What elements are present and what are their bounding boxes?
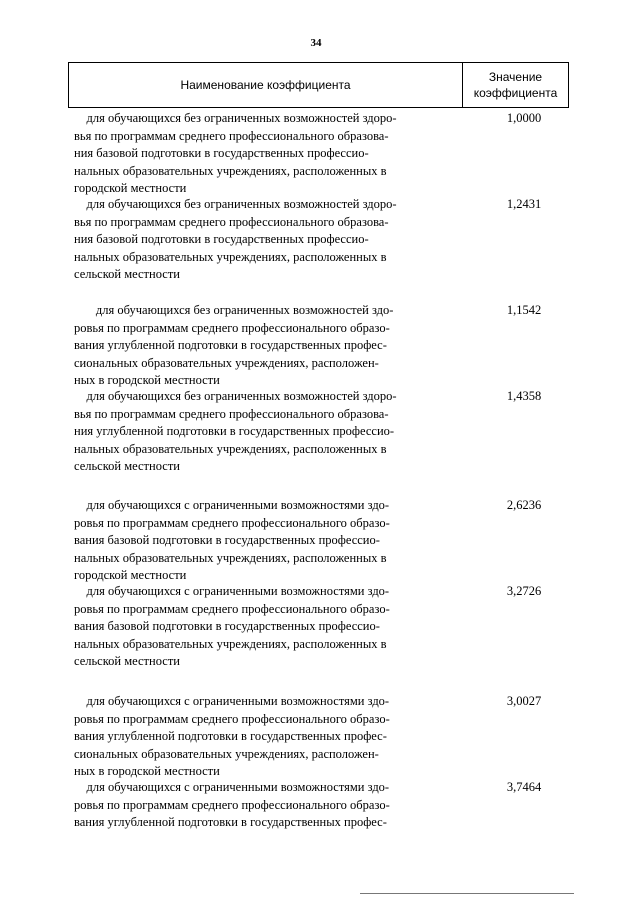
- description-line: вания углубленной подготовки в государственных профес-: [74, 729, 387, 744]
- description-line: сиональных образовательных учреждениях, расположен-: [74, 746, 379, 761]
- coefficient-description: [74, 497, 460, 585]
- description-line: вания базовой подготовки в государственных профессио-: [74, 533, 380, 548]
- description-line: ния базовой подготовки в государственных профессио-: [74, 232, 369, 247]
- description-line: ных в городской местности: [74, 373, 220, 388]
- description-line: ровья по программам среднего профессионального образо-: [74, 601, 390, 616]
- coefficient-description: [74, 693, 460, 781]
- column-header-value: [463, 63, 568, 107]
- description-line: для обучающихся без ограниченных возможностей здо-: [74, 303, 394, 317]
- description-line: городской местности: [74, 568, 187, 583]
- description-line: вья по программам среднего профессионального образова-: [74, 128, 389, 143]
- footer-divider: [360, 893, 574, 894]
- description-line: вья по программам среднего профессионального образова-: [74, 406, 389, 421]
- coefficient-description: [74, 110, 460, 198]
- description-line: ровья по программам среднего профессионального образо-: [74, 797, 390, 812]
- description-line: вья по программам среднего профессионального образова-: [74, 214, 389, 229]
- column-header-value-line2: коэффициента: [473, 86, 558, 100]
- coefficient-value: 1,2431: [506, 197, 542, 211]
- description-line: для обучающихся без ограниченных возможностей здоро-: [74, 111, 397, 125]
- coefficient-value: 1,0000: [506, 111, 542, 125]
- description-line: ровья по программам среднего профессионального образо-: [74, 515, 390, 530]
- description-line: сиональных образовательных учреждениях, расположен-: [74, 355, 379, 370]
- coefficient-value: 1,1542: [506, 303, 542, 317]
- description-line: ровья по программам среднего профессионального образо-: [74, 711, 390, 726]
- description-line: городской местности: [74, 181, 187, 196]
- table-header: [68, 62, 569, 108]
- page-number: 34: [310, 37, 322, 49]
- description-line: сельской местности: [74, 459, 180, 474]
- coefficient-value: 2,6236: [506, 498, 542, 512]
- coefficient-description: [74, 302, 460, 390]
- description-line: вания углубленной подготовки в государственных профес-: [74, 815, 387, 830]
- description-line: для обучающихся с ограниченными возможностями здо-: [74, 694, 390, 708]
- description-line: ных в городской местности: [74, 764, 220, 779]
- description-line: нальных образовательных учреждениях, расположенных в: [74, 636, 387, 651]
- coefficient-value: 3,7464: [506, 780, 542, 794]
- column-header-name: Наименование коэффициента: [69, 63, 463, 107]
- column-header-value-line1: Значение: [488, 70, 543, 84]
- description-line: нальных образовательных учреждениях, расположенных в: [74, 249, 387, 264]
- description-line: нальных образовательных учреждениях, расположенных в: [74, 550, 387, 565]
- description-line: для обучающихся с ограниченными возможностями здо-: [74, 498, 390, 512]
- description-line: для обучающихся без ограниченных возможностей здоро-: [74, 389, 397, 403]
- description-line: сельской местности: [74, 654, 180, 669]
- description-line: для обучающихся с ограниченными возможностями здо-: [74, 584, 390, 598]
- description-line: ния углубленной подготовки в государственных профессио-: [74, 424, 395, 439]
- coefficient-description: [74, 583, 460, 671]
- coefficient-description: [74, 196, 460, 284]
- description-line: вания углубленной подготовки в государственных профес-: [74, 338, 387, 353]
- description-line: нальных образовательных учреждениях, расположенных в: [74, 441, 387, 456]
- coefficient-description: [74, 779, 460, 832]
- description-line: ния базовой подготовки в государственных профессио-: [74, 146, 369, 161]
- description-line: ровья по программам среднего профессионального образо-: [74, 320, 390, 335]
- coefficient-value: 3,2726: [506, 584, 542, 598]
- description-line: вания базовой подготовки в государственных профессио-: [74, 619, 380, 634]
- coefficient-value: 3,0027: [506, 694, 542, 708]
- coefficient-value: 1,4358: [506, 389, 542, 403]
- coefficient-description: [74, 388, 460, 476]
- description-line: для обучающихся без ограниченных возможностей здоро-: [74, 197, 397, 211]
- description-line: сельской местности: [74, 267, 180, 282]
- description-line: нальных образовательных учреждениях, расположенных в: [74, 163, 387, 178]
- description-line: для обучающихся с ограниченными возможностями здо-: [74, 780, 390, 794]
